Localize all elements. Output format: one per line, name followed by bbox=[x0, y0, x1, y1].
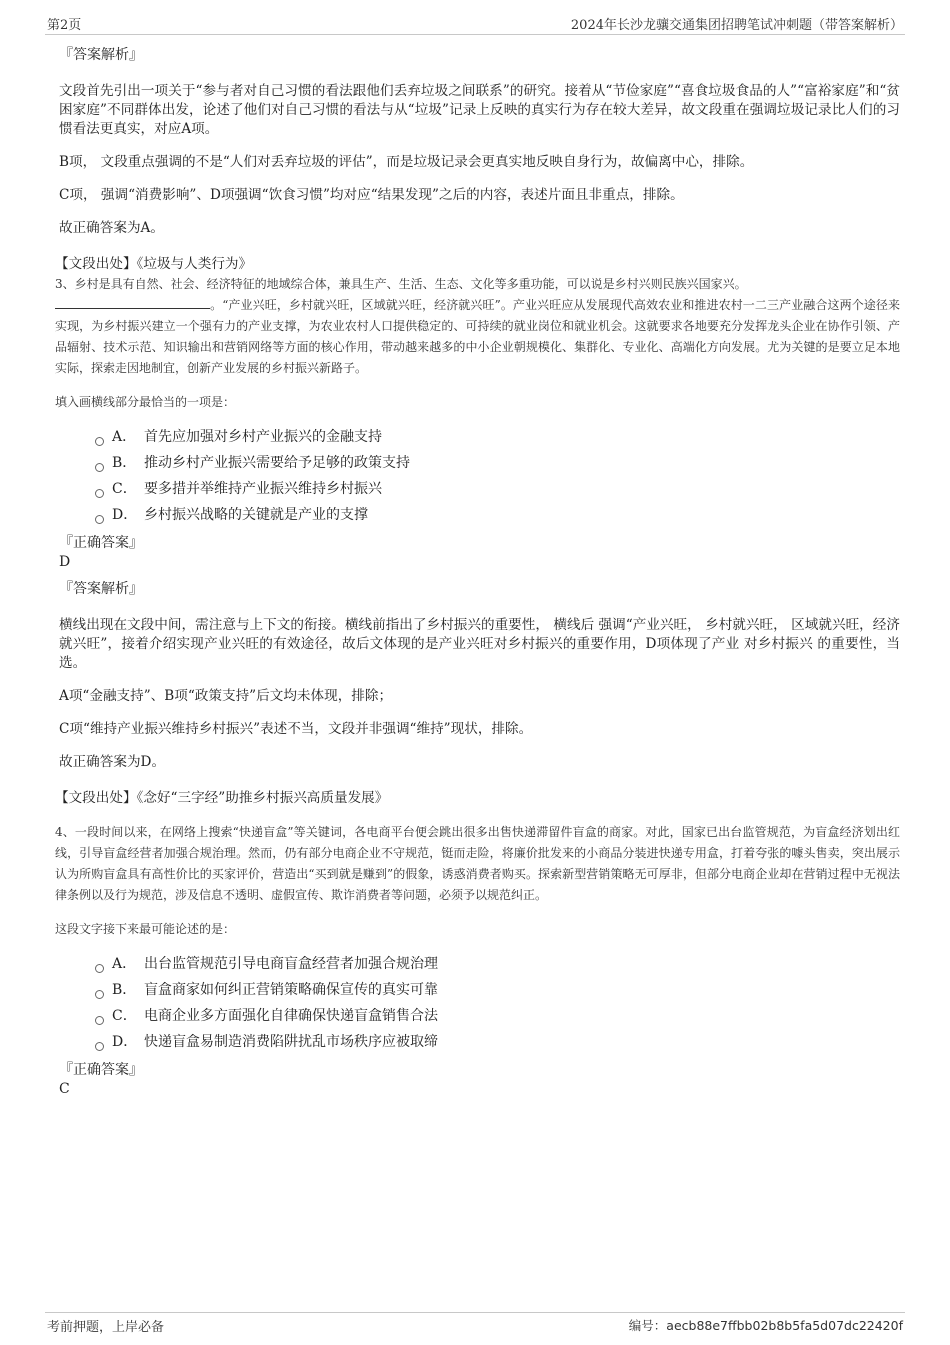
q3-option-d[interactable]: D． 乡村振兴战略的关键就是产业的支撑 bbox=[95, 502, 900, 528]
radio-icon[interactable] bbox=[95, 515, 104, 524]
radio-icon[interactable] bbox=[95, 1016, 104, 1025]
q3-answer: D bbox=[59, 554, 71, 570]
q3-analysis-paragraph: 故正确答案为D。 bbox=[59, 754, 166, 770]
q3-fill-blank bbox=[55, 296, 210, 309]
q2-analysis-label: 『答案解析』 bbox=[59, 47, 143, 63]
radio-icon[interactable] bbox=[95, 437, 104, 446]
q4-options bbox=[95, 951, 900, 1055]
page-header bbox=[45, 12, 905, 35]
radio-icon[interactable] bbox=[95, 990, 104, 999]
radio-icon[interactable] bbox=[95, 463, 104, 472]
document-code: 编号：aecb88e7ffbb02b8b5fa5d07dc22420f bbox=[628, 1318, 903, 1333]
q3-options bbox=[95, 424, 900, 528]
q3-text-after-blank: 。“产业兴旺，乡村就兴旺，区域就兴旺，经济就兴旺”。产业兴旺应从发展现代高效农业和推进农村一二三产业融合这两个途径来实现，为乡村振兴建立一个强有力的产业支撑，为农业农村人口提供稳定的、可持续的就业岗位和就业机会。这就要求各地要充分发挥龙头企业在协作引领、产品辐射、技术示范、知识输出和营销网络等方面的核心作用，带动越来越多的中小企业朝规模化、集群化、专业化、高端化方向发展。尤为关键的是要立足本地实际，探索走因地制宜，创新产业发展的乡村振兴新路子。 bbox=[55, 298, 900, 375]
q4-question-text: 4、一段时间以来，在网络上搜索“快递盲盒”等关键词，各电商平台便会跳出很多出售快递滞留件盲盒的商家。对此，国家已出台监管规范，为盲盒经济划出红线，引导盲盒经营者加强合规治理。然而，仍有部分电商企业不守规范，铤而走险，将廉价批发来的小商品分装进快递专用盒，打着夸张的噱头售卖，突出展示认为所购盲盒具有高性价比的买家评价，营造出“买到就是赚到”的假象，诱惑消费者购买。探索新型营销策略无可厚非，但部分电商企业却在营销过程中无视法律条例以及行为规范，涉及信息不透明、虚假宣传、欺诈消费者等问题，必须予以规范纠正。 bbox=[55, 825, 900, 902]
q3-answer-label: 『正确答案』 bbox=[59, 535, 143, 551]
radio-icon[interactable] bbox=[95, 1042, 104, 1051]
document-content bbox=[55, 44, 900, 1105]
q3-option-c[interactable]: C． 要多措并举维持产业振兴维持乡村振兴 bbox=[95, 476, 900, 502]
q3-analysis-paragraph: A项“金融支持”、B项“政策支持”后文均未体现，排除； bbox=[59, 688, 393, 704]
radio-icon[interactable] bbox=[95, 489, 104, 498]
page-number: 第2页 bbox=[47, 18, 82, 33]
q4-answer: C bbox=[59, 1081, 70, 1097]
q2-analysis-paragraph: C项， 强调“消费影响”、D项强调“饮食习惯”均对应“结果发现”之后的内容，表述片面且非重点，排除。 bbox=[59, 187, 684, 203]
q3-question-text bbox=[55, 274, 900, 379]
document-title: 2024年长沙龙骧交通集团招聘笔试冲刺题（带答案解析） bbox=[570, 18, 903, 33]
q2-source: 【文段出处】《垃圾与人类行为》 bbox=[55, 256, 253, 272]
q4-option-d[interactable]: D． 快递盲盒易制造消费陷阱扰乱市场秩序应被取缔 bbox=[95, 1029, 900, 1055]
q2-analysis-paragraph: 故正确答案为A。 bbox=[59, 220, 164, 236]
q2-analysis-paragraph: B项， 文段重点强调的不是“人们对丢弃垃圾的评估”，而是垃圾记录会更真实地反映自身行为，故偏离中心，排除。 bbox=[59, 154, 754, 170]
q3-analysis-paragraph: 横线出现在文段中间，需注意与上下文的衔接。横线前指出了乡村振兴的重要性， 横线后 强调“产业兴旺， 乡村就兴旺， 区域就兴旺，经济就兴旺”，接着介绍实现产业兴旺的有效途径，故后文体现的是产业兴旺对乡村振兴的重要作用，D项体现了产业 对乡村振兴 的重要性，当选。 bbox=[59, 617, 900, 671]
q3-text-before-blank: 3、乡村是具有自然、社会、经济特征的地域综合体，兼具生产、生活、生态、文化等多重功能，可以说是乡村兴则民族兴国家兴。 bbox=[55, 277, 747, 291]
q3-option-b[interactable]: B． 推动乡村产业振兴需要给予足够的政策支持 bbox=[95, 450, 900, 476]
q4-option-b[interactable]: B． 盲盒商家如何纠正营销策略确保宣传的真实可靠 bbox=[95, 977, 900, 1003]
q3-source: 【文段出处】《念好“三字经”助推乡村振兴高质量发展》 bbox=[55, 790, 389, 806]
q3-option-a[interactable]: A． 首先应加强对乡村产业振兴的金融支持 bbox=[95, 424, 900, 450]
q2-analysis-paragraph: 文段首先引出一项关于“参与者对自己习惯的看法跟他们丢弃垃圾之间联系”的研究。接着从“节俭家庭”“喜食垃圾食品的人”“富裕家庭”和“贫困家庭”不同群体出发，论述了他们对自己习惯的看法与从“垃圾”记录上反映的真实行为存在较大差异，故文段重在强调垃圾记录比人们的习惯看法更真实，对应A项。 bbox=[59, 83, 900, 137]
page-footer bbox=[45, 1312, 905, 1337]
q4-option-c[interactable]: C． 电商企业多方面强化自律确保快递盲盒销售合法 bbox=[95, 1003, 900, 1029]
footer-slogan: 考前押题，上岸必备 bbox=[47, 1320, 165, 1335]
q4-prompt: 这段文字接下来最可能论述的是： bbox=[55, 922, 236, 936]
q3-analysis-paragraph: C项“维持产业振兴维持乡村振兴”表述不当，文段并非强调“维持”现状，排除。 bbox=[59, 721, 533, 737]
q3-analysis-label: 『答案解析』 bbox=[59, 581, 143, 597]
radio-icon[interactable] bbox=[95, 964, 104, 973]
q4-answer-label: 『正确答案』 bbox=[59, 1062, 143, 1078]
q4-option-a[interactable]: A． 出台监管规范引导电商盲盒经营者加强合规治理 bbox=[95, 951, 900, 977]
q3-prompt: 填入画横线部分最恰当的一项是： bbox=[55, 395, 236, 409]
